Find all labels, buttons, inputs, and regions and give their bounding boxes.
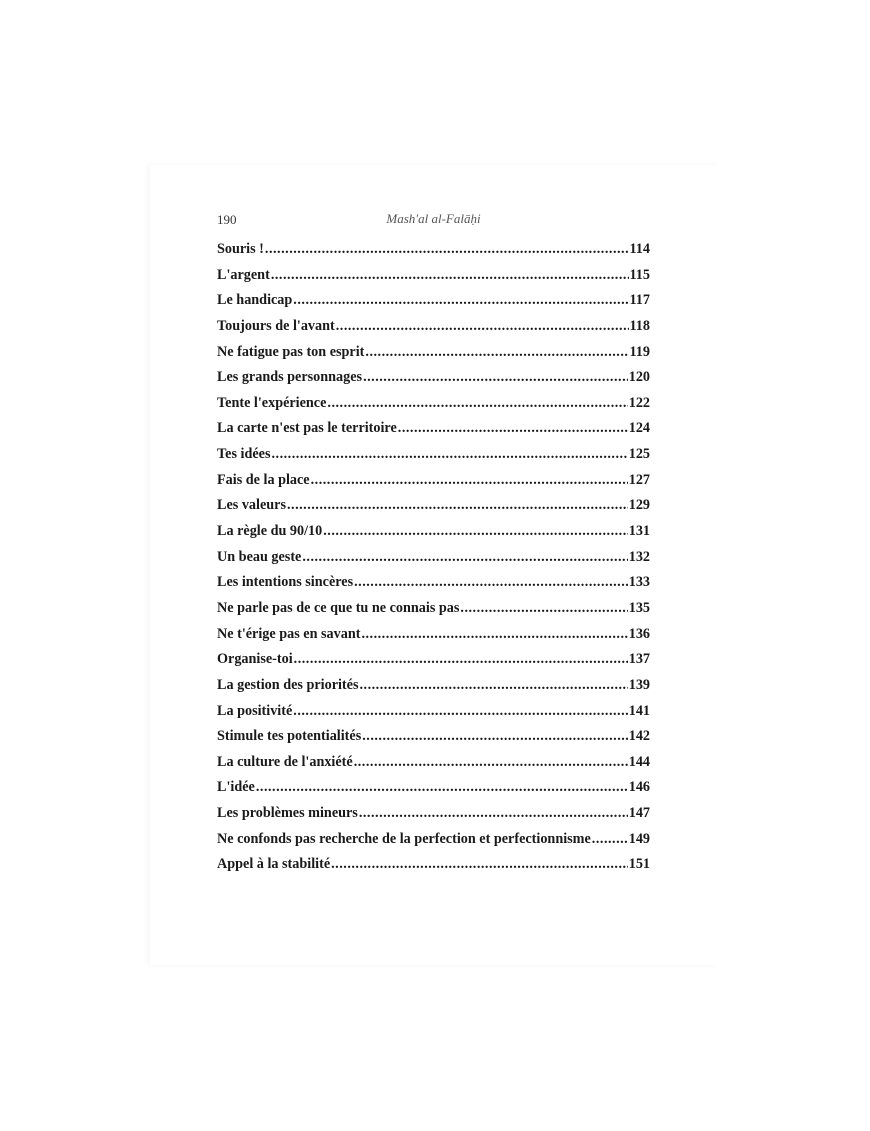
toc-entry-page-number: 151 [628,856,650,873]
toc-entry-title: Ne t'érige pas en savant [217,625,361,642]
toc-entry [217,472,650,498]
toc-entry-title: La positivité [217,702,293,719]
toc-entry-page-number: 115 [629,266,650,283]
toc-entry-page-number: 120 [628,369,650,386]
toc-dot-leader [287,497,628,514]
toc-entry [217,318,650,344]
toc-entry-title: Les intentions sincères [217,574,354,591]
toc-entry-title: Appel à la stabilité [217,856,331,873]
toc-entry-page-number: 124 [628,420,650,437]
toc-entry [217,497,650,523]
toc-entry-title: Le handicap [217,292,293,309]
toc-entry [217,523,650,549]
toc-entry [217,292,650,318]
toc-entry-page-number: 127 [628,471,650,488]
toc-entry-page-number: 144 [628,753,650,770]
table-of-contents [217,241,650,882]
toc-entry-page-number: 135 [628,599,650,616]
toc-entry [217,395,650,421]
toc-entry-page-number: 129 [628,497,650,514]
toc-entry-title: Un beau geste [217,548,302,565]
toc-entry-page-number: 132 [628,548,650,565]
page-number: 190 [217,212,237,227]
toc-dot-leader [271,446,627,463]
toc-entry-page-number: 117 [629,292,650,309]
toc-dot-leader [365,344,628,361]
toc-entry-title: L'argent [217,266,270,283]
toc-dot-leader [398,420,628,437]
toc-entry-page-number: 146 [628,779,650,796]
toc-entry [217,420,650,446]
toc-entry-title: Ne fatigue pas ton esprit [217,343,365,360]
toc-entry [217,600,650,626]
toc-dot-leader [293,703,627,720]
toc-dot-leader [265,241,629,258]
toc-dot-leader [354,754,628,771]
toc-entry-title: Ne parle pas de ce que tu ne connais pas [217,599,460,616]
toc-entry-title: Les valeurs [217,497,286,514]
toc-dot-leader [336,318,629,335]
toc-entry-page-number: 137 [628,651,650,668]
toc-dot-leader [302,549,627,566]
toc-entry-page-number: 114 [629,241,650,257]
toc-dot-leader [331,856,628,873]
toc-dot-leader [323,523,627,540]
toc-entry [217,267,650,293]
toc-entry [217,446,650,472]
toc-entry [217,703,650,729]
toc-entry [217,728,650,754]
toc-entry [217,805,650,831]
toc-entry-title: La règle du 90/10 [217,523,323,540]
toc-entry [217,754,650,780]
toc-entry-title: Souris ! [217,241,264,257]
toc-entry-page-number: 125 [628,446,650,463]
toc-entry-title: Organise-toi [217,651,293,668]
toc-entry-title: Stimule tes potentialités [217,728,362,745]
toc-dot-leader [354,574,628,591]
toc-entry-page-number: 131 [628,523,650,540]
toc-entry-page-number: 149 [628,830,650,847]
toc-entry [217,856,650,882]
toc-entry-page-number: 142 [628,728,650,745]
toc-entry [217,626,650,652]
toc-entry [217,779,650,805]
toc-entry-page-number: 118 [629,317,650,334]
toc-entry-page-number: 147 [628,805,650,822]
toc-entry-title: Les problèmes mineurs [217,805,358,822]
toc-entry [217,677,650,703]
toc-entry-page-number: 141 [628,702,650,719]
toc-entry [217,831,650,857]
toc-entry-page-number: 119 [629,343,650,360]
toc-dot-leader [293,292,628,309]
toc-entry [217,549,650,575]
running-header [217,210,650,230]
toc-entry-title: La culture de l'anxiété [217,753,353,770]
toc-entry [217,651,650,677]
toc-dot-leader [256,779,628,796]
toc-entry-page-number: 136 [628,625,650,642]
toc-dot-leader [362,728,627,745]
toc-dot-leader [460,600,627,617]
toc-dot-leader [592,831,628,848]
running-title: Mash'al al-Falāḥi [386,211,481,226]
toc-entry-title: La gestion des priorités [217,676,359,693]
toc-entry [217,574,650,600]
toc-entry-page-number: 122 [628,394,650,411]
toc-entry-page-number: 133 [628,574,650,591]
toc-entry-title: Toujours de l'avant [217,317,335,334]
toc-entry-title: La carte n'est pas le territoire [217,420,397,437]
toc-dot-leader [271,267,629,284]
toc-entry-title: Ne confonds pas recherche de la perfection et perfectionnisme [217,830,591,847]
toc-dot-leader [311,472,628,489]
toc-entry [217,344,650,370]
toc-entry-title: Tes idées [217,446,271,463]
toc-entry-title: Fais de la place [217,471,310,488]
toc-dot-leader [361,626,627,643]
toc-dot-leader [363,369,628,386]
toc-entry-page-number: 139 [628,676,650,693]
toc-entry [217,369,650,395]
toc-dot-leader [359,805,628,822]
toc-entry [217,241,650,267]
toc-entry-title: L'idée [217,779,255,796]
toc-entry-title: Tente l'expérience [217,394,327,411]
toc-entry-title: Les grands personnages [217,369,363,386]
toc-dot-leader [294,651,628,668]
toc-dot-leader [359,677,627,694]
toc-dot-leader [327,395,627,412]
